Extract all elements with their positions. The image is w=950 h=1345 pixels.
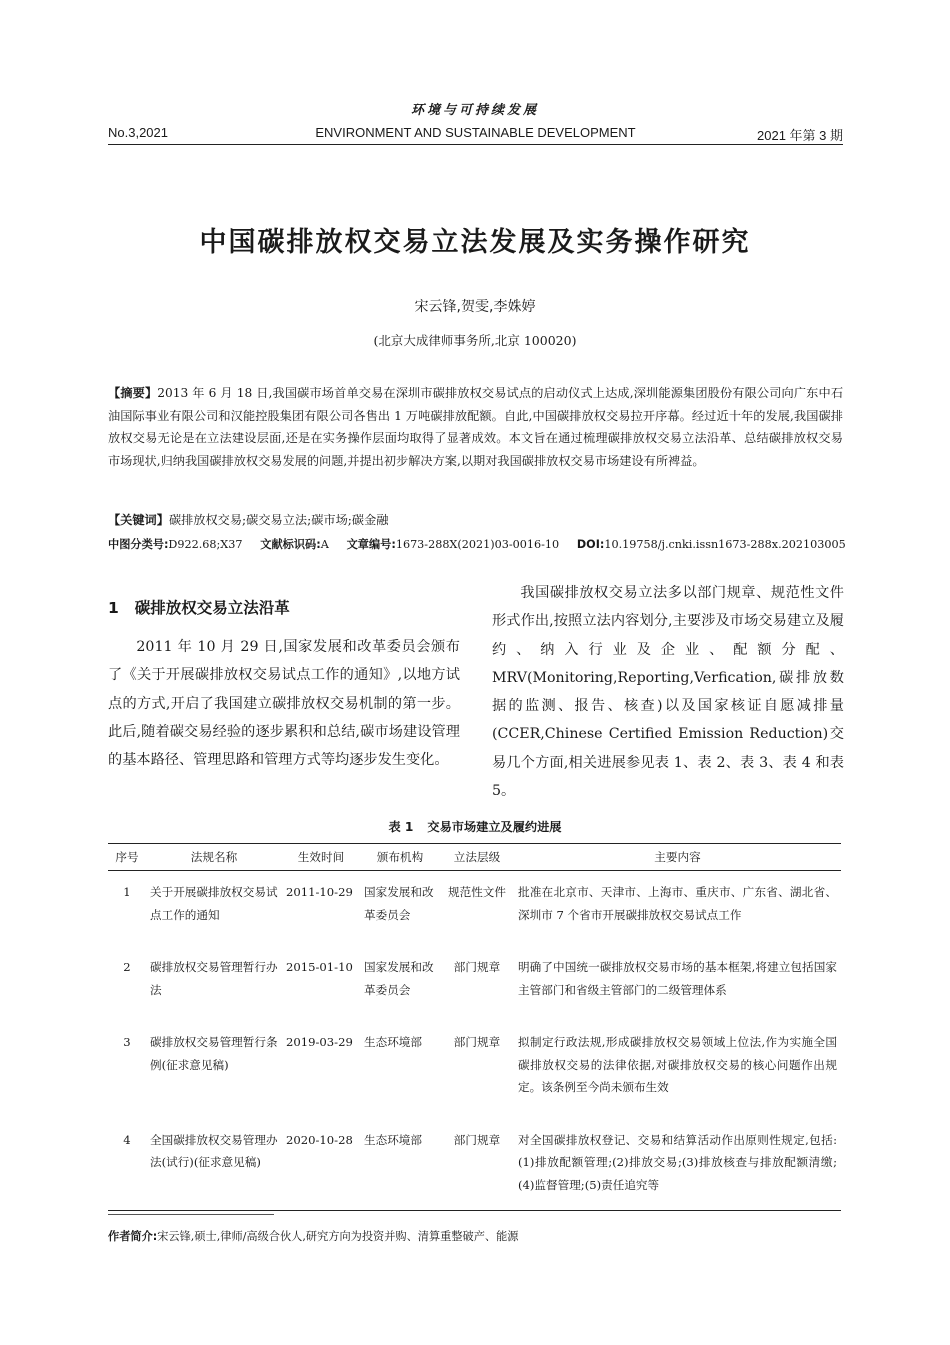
table-cell: 2	[123, 960, 131, 974]
keywords-label: 【关键词】	[108, 513, 169, 527]
footnote-text: 宋云锋,硕士,律师/高级合伙人,研究方向为投资并购、清算重整破产、能源	[157, 1230, 519, 1243]
table-cell: 部门规章	[453, 960, 501, 974]
column-header: 生效时间	[282, 844, 360, 871]
affiliation: (北京大成律师事务所,北京 100020)	[373, 333, 577, 348]
section-number: 1	[108, 599, 119, 617]
doc-code-label: 文献标识码:	[260, 538, 321, 551]
table-cell: 国家发展和改革委员会	[364, 885, 434, 922]
table-caption-text: 交易市场建立及履约进展	[427, 820, 562, 834]
legislation-table	[108, 843, 841, 1211]
abstract-text: 2013 年 6 月 18 日,我国碳市场首单交易在深圳市碳排放权交易试点的启动仪式上达成,深圳能源集团股份有限公司向广东中石油国际事业有限公司和汉能控股集团有限公司各售出 1 万吨碳排放配额。自此,中国碳排放权交易拉开序幕。经过近十年的发展,我国碳排放权交易无论是在立法建设层面,还是在实务操作层面均取得了显著成效。本文旨在通过梳理碳排放权交易立法沿革、总结碳排放权交易市场现状,归纳我国碳排放权交易发展的问题,并提出初步解决方案,以期对我国碳排放权交易市场建设有所裨益。	[108, 386, 844, 468]
table-cell: 对全国碳排放权登记、交易和结算活动作出原则性规定,包括:(1)排放配额管理;(2)排放交易;(3)排放核查与排放配额清缴;(4)监督管理;(5)责任追究等	[514, 1119, 841, 1211]
table-cell: 批准在北京市、天津市、上海市、重庆市、广东省、湖北省、深圳市 7 个省市开展碳排放权交易试点工作	[518, 885, 837, 922]
table-cell: 碳排放权交易管理暂行条例(征求意见稿)	[150, 1035, 278, 1072]
column-header: 颁布机构	[360, 844, 440, 871]
journal-name-cn: 环境与可持续发展	[410, 103, 539, 118]
table-cell: 碳排放权交易管理暂行办法	[150, 960, 278, 997]
table-cell: 全国碳排放权交易管理办法(试行)(征求意见稿)	[146, 1119, 282, 1211]
column-header: 立法层级	[440, 844, 514, 871]
running-header	[108, 125, 843, 145]
doc-code-value: A	[320, 538, 329, 551]
table-row	[108, 871, 841, 947]
table-cell: 部门规章	[440, 1119, 514, 1211]
journal-name-en: ENVIRONMENT AND SUSTAINABLE DEVELOPMENT	[315, 125, 636, 140]
issue-right: 2021 年第 3 期	[757, 128, 843, 143]
body-paragraph-right: 我国碳排放权交易立法多以部门规章、规范性文件形式作出,按照立法内容划分,主要涉及市场交易建立及履约、纳入行业及企业、配额分配、MRV(Monitoring,Reporting,Verfication,碳排放数据的监测、报告、核查)以及国家核证自愿减排量(CCER,Chinese Certified Emission Reduction)交易几个方面,相关进展参见表 1、表 2、表 3、表 4 和表 5。	[492, 585, 844, 800]
table-row	[108, 1119, 841, 1211]
table-caption	[0, 818, 950, 835]
author-footnote	[108, 1228, 519, 1244]
table-cell: 3	[123, 1035, 131, 1049]
article-number-value: 1673-288X(2021)03-0016-10	[395, 538, 560, 551]
doi-value: 10.19758/j.cnki.issn1673-288x.202103005	[604, 538, 846, 551]
table-cell: 规范性文件	[448, 885, 506, 899]
table-cell: 生态环境部	[364, 1035, 422, 1049]
table-cell: 2019-03-29	[286, 1035, 353, 1049]
table-cell: 4	[108, 1119, 146, 1211]
table-cell: 2011-10-29	[286, 885, 353, 899]
table-cell: 拟制定行政法规,形成碳排放权交易领域上位法,作为实施全国碳排放权交易的法律依据,对碳排放权交易的核心问题作出规定。该条例至今尚未颁布生效	[518, 1035, 837, 1094]
table-cell: 明确了中国统一碳排放权交易市场的基本框架,将建立包括国家主管部门和省级主管部门的二级管理体系	[518, 960, 837, 997]
doi-label: DOI:	[576, 538, 605, 551]
abstract-label: 【摘要】	[108, 386, 158, 400]
paper-title: 中国碳排放权交易立法发展及实务操作研究	[199, 227, 751, 258]
table-number: 表 1	[388, 820, 414, 834]
table-cell: 部门规章	[453, 1035, 501, 1049]
table-cell: 国家发展和改革委员会	[364, 960, 434, 997]
footnote-divider	[108, 1214, 274, 1215]
table-row	[108, 1021, 841, 1119]
abstract	[108, 382, 843, 472]
clc-label: 中图分类号:	[108, 538, 169, 551]
table-cell: 关于开展碳排放权交易试点工作的通知	[150, 885, 278, 922]
section-title: 碳排放权交易立法沿革	[134, 599, 290, 617]
issue-left: No.3,2021	[108, 125, 168, 140]
authors: 宋云锋,贺雯,李姝婷	[414, 299, 536, 315]
column-header: 序号	[108, 844, 146, 871]
table-cell: 2020-10-28	[282, 1119, 360, 1211]
table-row	[108, 946, 841, 1021]
body-paragraph-left: 2011 年 10 月 29 日,国家发展和改革委员会颁布了《关于开展碳排放权交易试点工作的通知》,以地方试点的方式,开启了我国建立碳排放权交易机制的第一步。此后,随着碳交易经验的逐步累积和总结,碳市场建设管理的基本路径、管理思路和管理方式等均逐步发生变化。	[108, 639, 460, 769]
column-header: 主要内容	[514, 844, 841, 871]
column-header: 法规名称	[146, 844, 282, 871]
keywords-text: 碳排放权交易;碳交易立法;碳市场;碳金融	[168, 513, 389, 527]
footnote-label: 作者简介:	[108, 1230, 158, 1243]
article-number-label: 文章编号:	[346, 538, 396, 551]
table-cell: 2015-01-10	[286, 960, 353, 974]
keywords	[108, 511, 843, 528]
table-header-row	[108, 844, 841, 871]
section-heading	[108, 596, 290, 618]
header-divider	[108, 144, 843, 145]
clc-value: D922.68;X37	[168, 538, 243, 551]
table-cell: 生态环境部	[360, 1119, 440, 1211]
table-cell: 1	[123, 885, 131, 899]
classification-line	[108, 536, 848, 552]
